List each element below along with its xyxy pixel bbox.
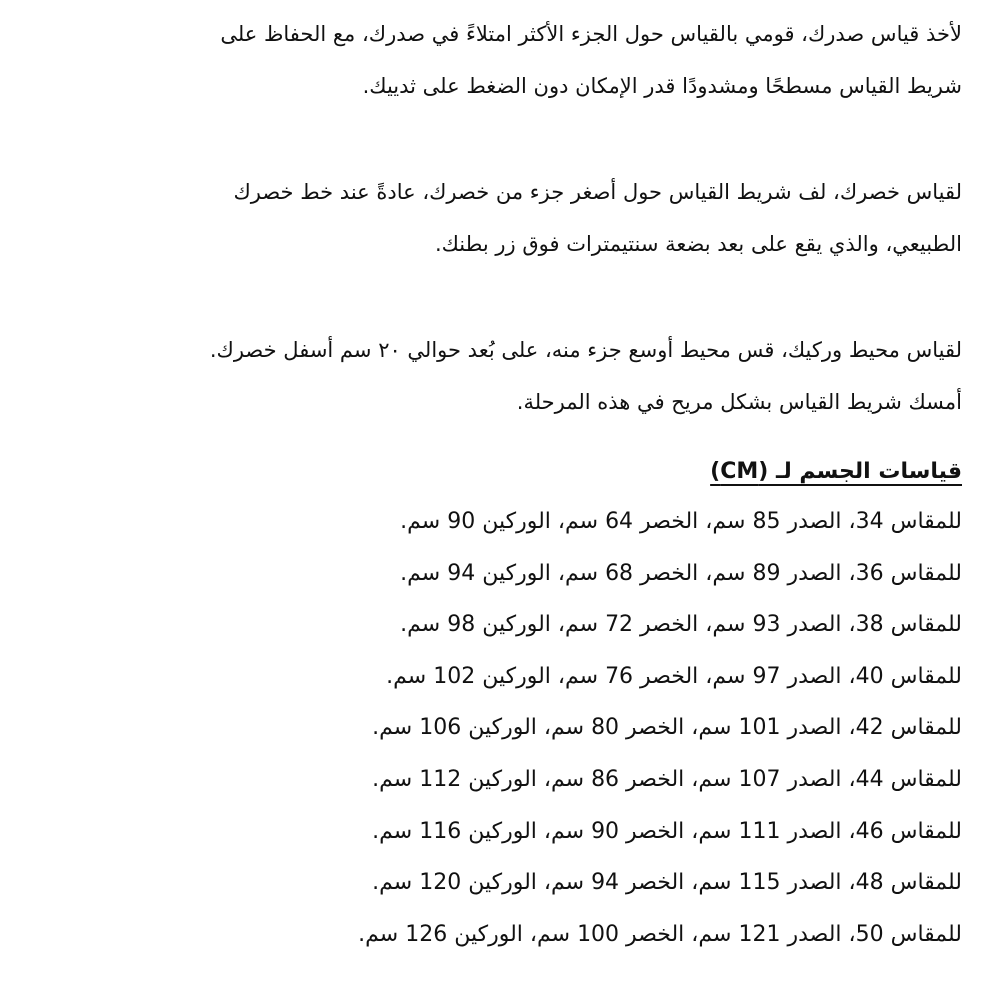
size-row: للمقاس 42، الصدر 101 سم، الخصر 80 سم، الوركين 106 سم.: [372, 715, 962, 741]
hips-instructions-line: لقياس محيط وركيك، قس محيط أوسع جزء منه، على بُعد حوالي ٢٠ سم أسفل خصرك.: [209, 338, 962, 362]
size-row: للمقاس 34، الصدر 85 سم، الخصر 64 سم، الوركين 90 سم.: [400, 509, 962, 534]
size-row: للمقاس 38، الصدر 93 سم، الخصر 72 سم، الوركين 98 سم.: [400, 612, 962, 638]
measurements-title-text: قياسات الجسم لـ (CM): [710, 459, 962, 484]
hips-instructions-line: أمسك شريط القياس بشكل مريح في هذه المرحلة.: [516, 390, 962, 414]
waist-instructions-line: لقياس خصرك، لف شريط القياس حول أصغر جزء من خصرك، عادةً عند خط خصرك: [233, 180, 962, 204]
waist-instructions-line: الطبيعي، والذي يقع على بعد بضعة سنتيمترات فوق زر بطنك.: [434, 232, 962, 256]
hips-instructions: [62, 324, 962, 428]
size-measurements-list: [62, 496, 962, 960]
chest-instructions-line: شريط القياس مسطحًا ومشدودًا قدر الإمكان دون الضغط على ثدييك.: [362, 74, 962, 98]
size-row: للمقاس 46، الصدر 111 سم، الخصر 90 سم، الوركين 116 سم.: [372, 818, 962, 844]
chest-instructions: [62, 8, 962, 112]
chest-instructions-line: لأخذ قياس صدرك، قومي بالقياس حول الجزء الأكثر امتلاءً في صدرك، مع الحفاظ على: [220, 22, 962, 46]
size-row: للمقاس 48، الصدر 115 سم، الخصر 94 سم، الوركين 120 سم.: [372, 870, 962, 896]
size-row: للمقاس 50، الصدر 121 سم، الخصر 100 سم، الوركين 126 سم.: [358, 921, 962, 947]
size-guide-document: [62, 8, 962, 960]
measurements-title: [62, 448, 962, 496]
size-row: للمقاس 40، الصدر 97 سم، الخصر 76 سم، الوركين 102 سم.: [386, 663, 962, 689]
size-row: للمقاس 44، الصدر 107 سم، الخصر 86 سم، الوركين 112 سم.: [372, 766, 962, 792]
waist-instructions: [62, 166, 962, 270]
size-row: للمقاس 36، الصدر 89 سم، الخصر 68 سم، الوركين 94 سم.: [400, 560, 962, 586]
